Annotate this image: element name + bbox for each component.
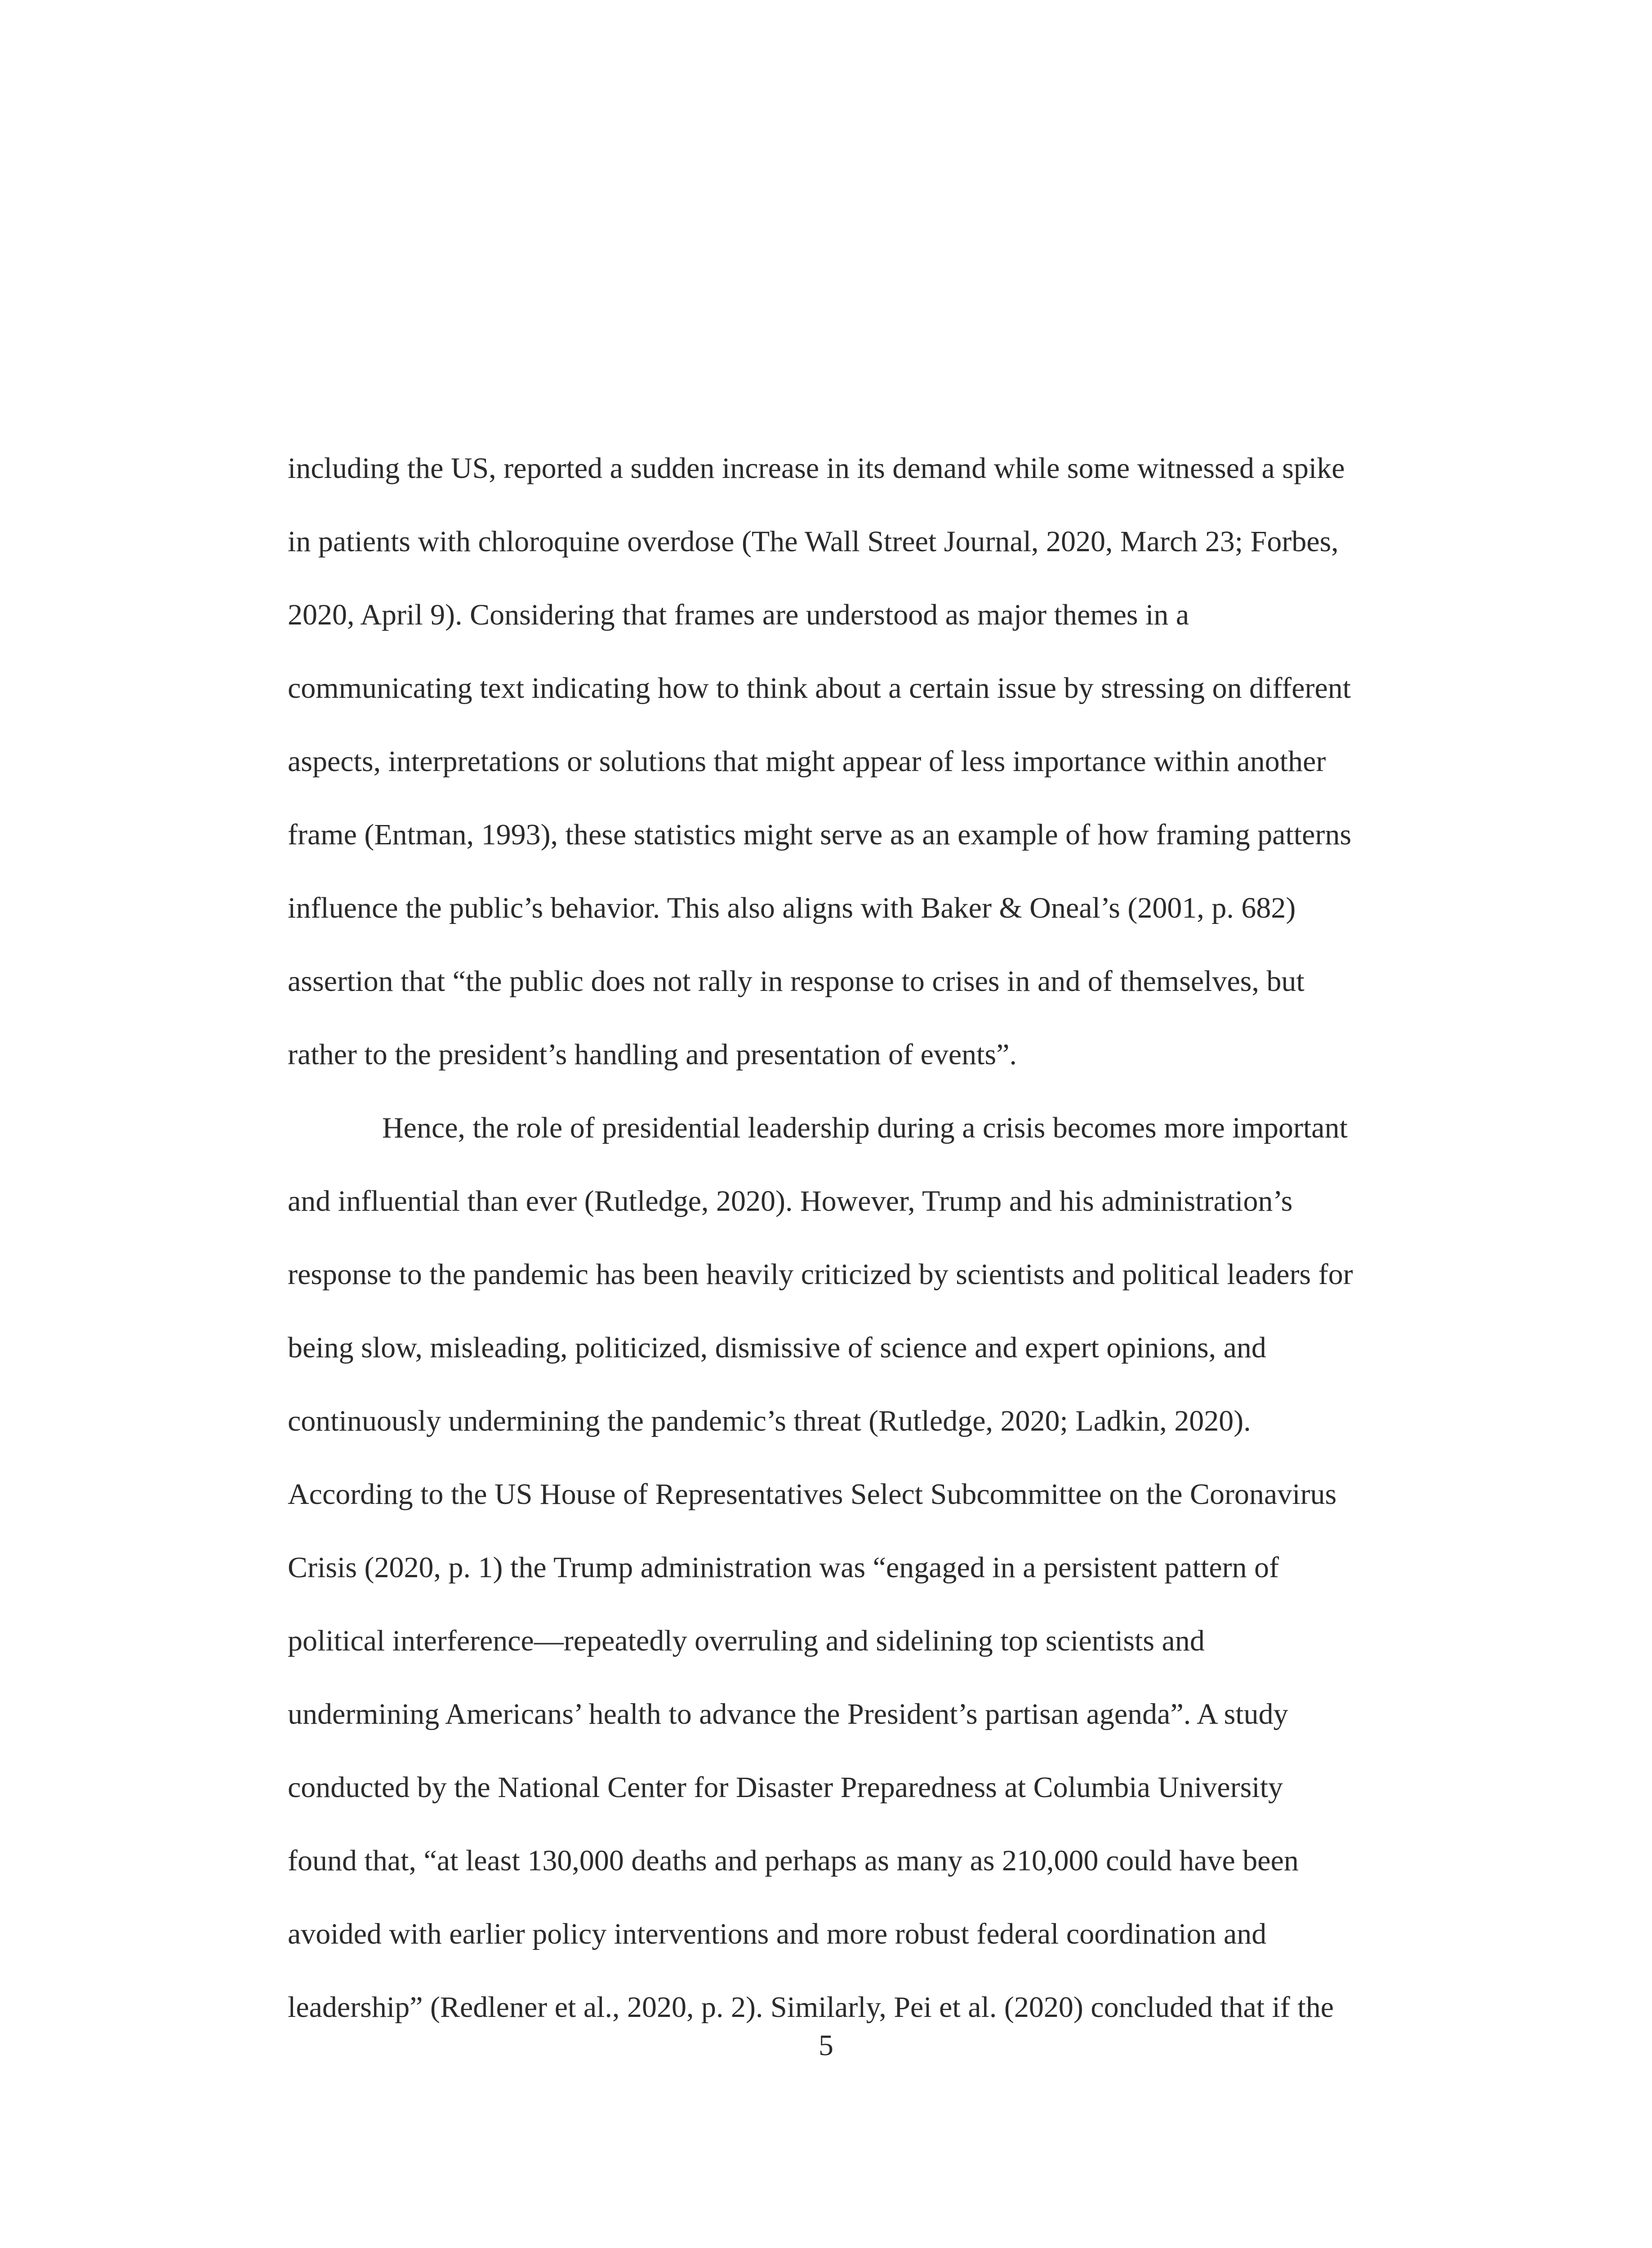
page-number: 5 [819, 2029, 833, 2062]
text-line: continuously undermining the pandemic’s threat (Rutledge, 2020; Ladkin, 2020). [288, 1405, 1251, 1437]
text-line: influence the public’s behavior. This also aligns with Baker & Oneal’s (2001, p. 682) [288, 892, 1296, 924]
body-text [288, 432, 1438, 2044]
paragraph-first-line: Hence, the role of presidential leadership during a crisis becomes more important [382, 1111, 1348, 1144]
text-line: response to the pandemic has been heavily criticized by scientists and political leaders for [288, 1258, 1353, 1291]
text-line: 2020, April 9). Considering that frames are understood as major themes in a [288, 598, 1189, 631]
text-line: undermining Americans’ health to advance the President’s partisan agenda”. A study [288, 1698, 1288, 1731]
text-line: leadership” (Redlener et al., 2020, p. 2). Similarly, Pei et al. (2020) concluded that if the [288, 1991, 1334, 2024]
text-line: political interference—repeatedly overruling and sidelining top scientists and [288, 1624, 1205, 1657]
text-line: communicating text indicating how to think about a certain issue by stressing on different [288, 672, 1351, 705]
text-line: avoided with earlier policy interventions and more robust federal coordination and [288, 1918, 1267, 1950]
text-line: Crisis (2020, p. 1) the Trump administration was “engaged in a persistent pattern of [288, 1551, 1279, 1584]
text-line: According to the US House of Representatives Select Subcommittee on the Coronavirus [288, 1478, 1337, 1511]
text-line: found that, “at least 130,000 deaths and perhaps as many as 210,000 could have been [288, 1844, 1299, 1877]
text-line: and influential than ever (Rutledge, 2020). However, Trump and his administration’s [288, 1185, 1293, 1218]
text-line: frame (Entman, 1993), these statistics might serve as an example of how framing patterns [288, 818, 1352, 851]
text-line: assertion that “the public does not rally in response to crises in and of themselves, but [288, 965, 1305, 998]
text-line: conducted by the National Center for Disaster Preparedness at Columbia University [288, 1771, 1283, 1804]
text-line: including the US, reported a sudden increase in its demand while some witnessed a spike [288, 452, 1345, 485]
text-line: aspects, interpretations or solutions that might appear of less importance within another [288, 745, 1326, 778]
text-line: rather to the president’s handling and presentation of events”. [288, 1038, 1017, 1071]
text-line: being slow, misleading, politicized, dismissive of science and expert opinions, and [288, 1331, 1266, 1364]
text-line: in patients with chloroquine overdose (The Wall Street Journal, 2020, March 23; Forbes, [288, 525, 1339, 558]
